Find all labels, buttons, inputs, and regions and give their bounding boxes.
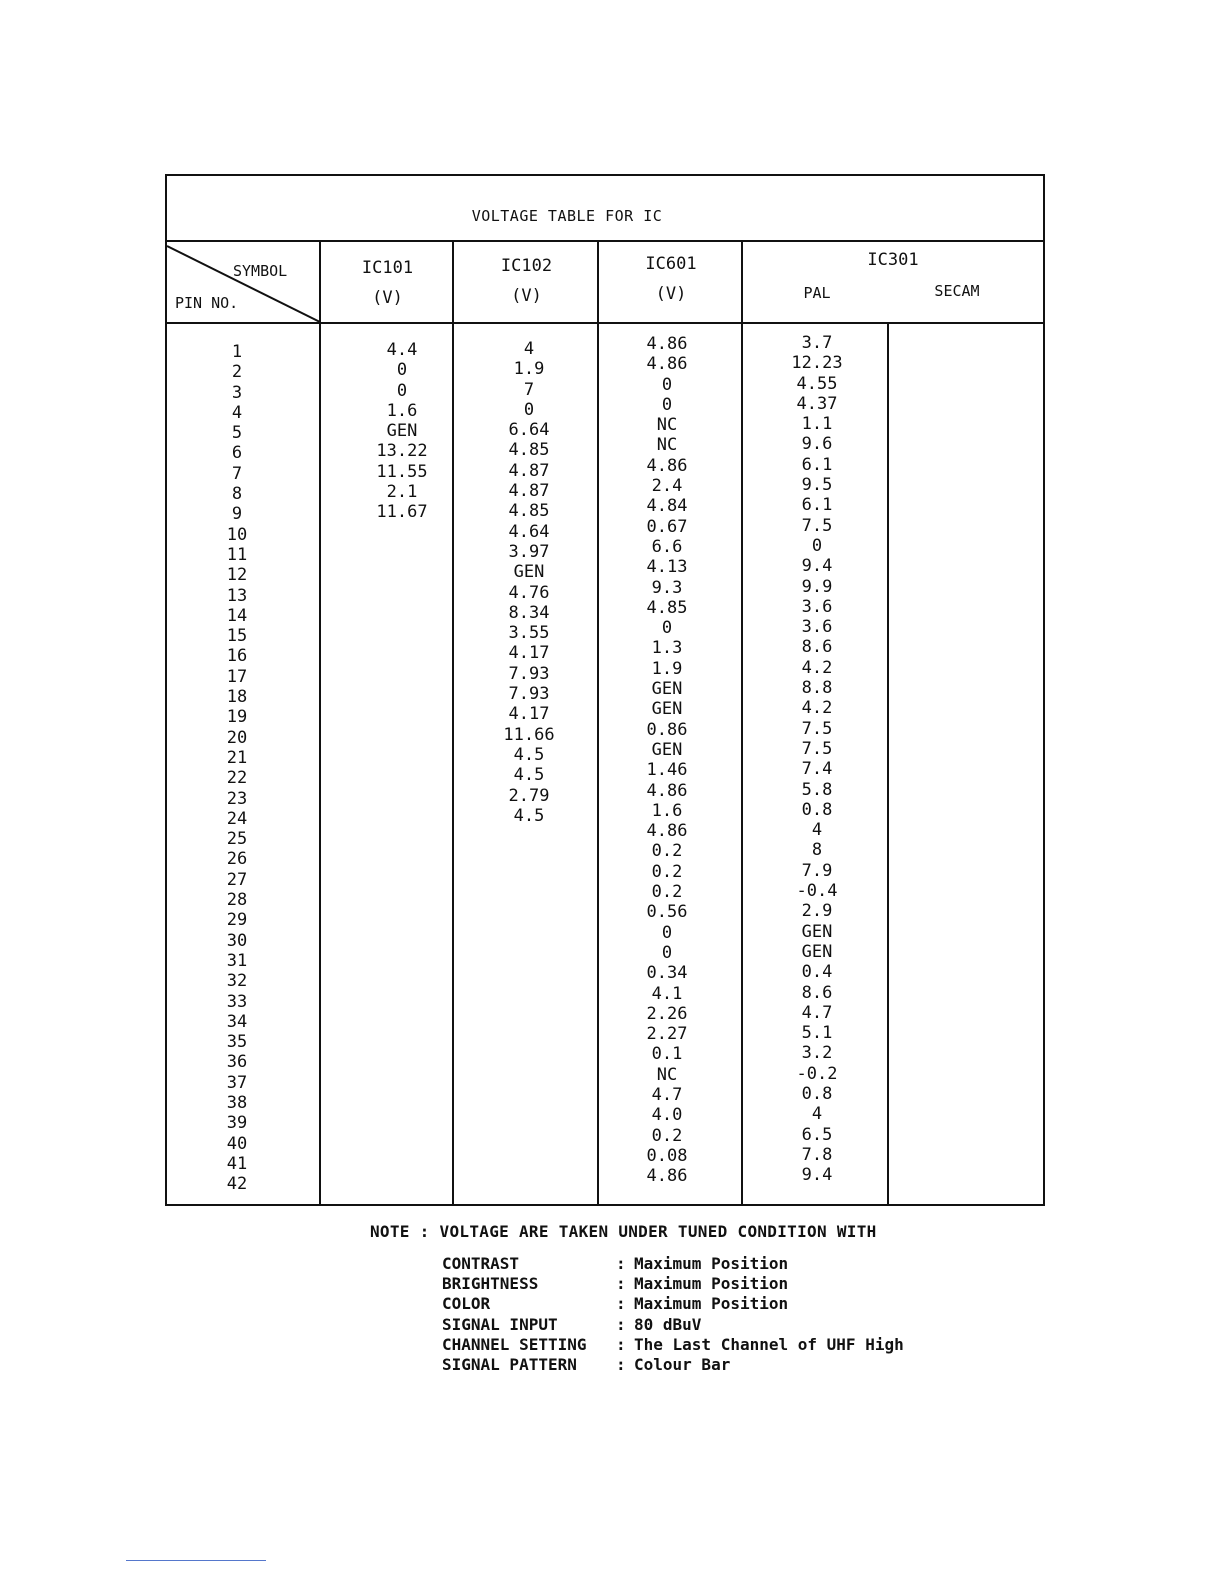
column-divider [319, 240, 321, 1204]
ic601-voltage-cell: 0 [661, 394, 673, 415]
ic101-voltage-cell: 4.4 [386, 340, 418, 360]
ic601-voltage-cell: 0 [661, 922, 673, 943]
ic102-voltage-cell: 11.66 [503, 724, 555, 745]
pin-number-cell: 25 [226, 829, 248, 850]
ic601-voltage-cell: 4.86 [646, 780, 688, 801]
pin-number-cell: 35 [226, 1032, 248, 1053]
table-header-row [167, 240, 1043, 324]
pin-number-cell: 11 [226, 544, 248, 565]
ic301-pal-voltage-cell: 3.2 [801, 1043, 833, 1064]
ic301-pal-voltage-cell: 4 [811, 820, 823, 841]
pin-no-label: PIN NO. [175, 294, 239, 312]
ic102-voltage-cell: 4.5 [513, 805, 545, 826]
pin-number-cell: 26 [226, 849, 248, 870]
ic601-voltage-cell: 6.6 [651, 536, 683, 557]
ic102-voltage-cell: 2.79 [508, 785, 550, 806]
note-condition-row [442, 1274, 904, 1294]
ic601-voltage-cell: 0.1 [651, 1044, 683, 1065]
ic601-voltage-cell: 1.9 [651, 658, 683, 679]
ic601-voltage-cell: 0.56 [646, 902, 688, 923]
condition-separator: : [616, 1314, 626, 1334]
condition-separator: : [616, 1354, 626, 1374]
pin-number-cell: 29 [226, 910, 248, 931]
ic102-voltage-cell: 4 [523, 339, 535, 359]
pin-number-cell: 10 [226, 524, 248, 545]
pin-number-cell: 41 [226, 1153, 248, 1174]
ic601-header [599, 254, 743, 304]
condition-name: BRIGHTNESS [442, 1274, 539, 1294]
ic601-voltage-cell: 9.3 [651, 577, 683, 598]
ic301-pal-voltage-cell: 7.5 [801, 515, 833, 536]
ic301-pal-voltage-cell: 4.55 [796, 373, 838, 394]
ic101-voltage-cell: 13.22 [376, 441, 428, 462]
pin-number-cell: 12 [226, 565, 248, 586]
ic102-voltage-cell: 3.55 [508, 623, 550, 644]
ic101-unit: (V) [372, 288, 403, 308]
ic301-pal-voltage-cell: 7.4 [801, 759, 833, 780]
pin-number-cell: 6 [231, 443, 243, 464]
ic102-voltage-cell: 4.64 [508, 521, 550, 542]
ic301-pal-voltage-cell: 6.1 [801, 495, 833, 516]
ic101-voltage-cell: 11.67 [376, 502, 428, 523]
ic301-pal-voltage-cell: 4.2 [801, 657, 833, 678]
pin-number-cell: 32 [226, 971, 248, 992]
ic601-voltage-cell: 0.2 [651, 882, 683, 903]
condition-value: Maximum Position [634, 1274, 789, 1294]
pin-number-cell: 5 [231, 423, 243, 444]
pin-number-cell: 8 [231, 484, 243, 505]
ic601-voltage-cell: 0 [661, 374, 673, 395]
table-title-row [167, 176, 1043, 242]
ic601-voltage-cell: 2.27 [646, 1024, 688, 1045]
ic601-column [627, 334, 707, 1186]
ic601-voltage-cell: GEN [651, 739, 683, 760]
ic101-voltage-cell: 0 [396, 380, 408, 401]
ic102-voltage-cell: 4.87 [508, 460, 550, 481]
ic102-voltage-cell: 7 [523, 379, 535, 400]
note-condition-row [442, 1254, 904, 1274]
pin-number-cell: 23 [226, 788, 248, 809]
page-bottom-rule [126, 1560, 266, 1561]
column-divider [887, 322, 889, 1204]
ic101-voltage-cell: GEN [386, 421, 418, 442]
column-divider [452, 240, 454, 1204]
ic301-pal-voltage-cell: 0.8 [801, 799, 833, 820]
ic102-voltage-cell: GEN [513, 562, 545, 583]
ic102-voltage-cell: 7.93 [508, 663, 550, 684]
condition-value: Colour Bar [634, 1354, 731, 1374]
ic102-voltage-cell: 8.34 [508, 602, 550, 623]
ic601-voltage-cell: 0.2 [651, 861, 683, 882]
pin-number-cell: 40 [226, 1133, 248, 1154]
ic301-pal-voltage-cell: 8 [811, 840, 823, 861]
ic601-voltage-cell: 1.6 [651, 800, 683, 821]
ic301-pal-voltage-cell: 8.8 [801, 678, 833, 699]
ic301-pal-voltage-cell: GEN [801, 921, 833, 942]
ic301-pal-voltage-cell: 0 [811, 535, 823, 556]
pin-number-cell: 38 [226, 1092, 248, 1113]
pin-number-cell: 4 [231, 402, 243, 423]
condition-value: The Last Channel of UHF High [634, 1334, 904, 1354]
condition-name: SIGNAL PATTERN [442, 1354, 577, 1374]
ic301-pal-voltage-cell: 8.6 [801, 982, 833, 1003]
ic102-voltage-cell: 7.93 [508, 684, 550, 705]
ic601-voltage-cell: 0.34 [646, 963, 688, 984]
ic101-voltage-cell: 11.55 [376, 461, 428, 482]
ic601-voltage-cell: 0.86 [646, 719, 688, 740]
pin-number-cell: 36 [226, 1052, 248, 1073]
ic102-voltage-cell: 0 [523, 399, 535, 420]
pin-number-cell: 2 [231, 362, 243, 383]
ic601-voltage-cell: 4.86 [646, 334, 688, 354]
ic101-column [362, 340, 442, 523]
ic101-voltage-cell: 2.1 [386, 482, 418, 503]
pin-number-cell: 19 [226, 707, 248, 728]
ic102-voltage-cell: 4.5 [513, 744, 545, 765]
pin-number-cell: 42 [226, 1174, 248, 1195]
ic102-voltage-cell: 4.85 [508, 440, 550, 461]
ic102-header [454, 256, 599, 306]
ic301-pal-voltage-cell: -0.4 [796, 881, 838, 902]
condition-separator: : [616, 1254, 626, 1273]
ic301-pal-voltage-cell: 3.6 [801, 617, 833, 638]
condition-value: 80 dBuV [634, 1314, 702, 1334]
ic301-name: IC301 [867, 250, 919, 270]
pin-number-cell: 15 [226, 626, 248, 647]
ic301-secam-header: SECAM [934, 282, 980, 300]
pin-number-cell: 13 [226, 585, 248, 606]
ic102-unit: (V) [511, 286, 542, 306]
voltage-table [165, 174, 1045, 1206]
ic601-voltage-cell: GEN [651, 679, 683, 700]
ic101-voltage-cell: 0 [396, 360, 408, 381]
pin-number-cell: 24 [226, 808, 248, 829]
ic301-pal-voltage-cell: 4.37 [796, 393, 838, 414]
condition-name: CONTRAST [442, 1254, 520, 1273]
ic102-voltage-cell: 4.5 [513, 765, 545, 786]
condition-value: Maximum Position [634, 1254, 789, 1273]
ic301-pal-voltage-cell: 3.6 [801, 596, 833, 617]
ic102-voltage-cell: 4.76 [508, 582, 550, 603]
ic102-voltage-cell: 6.64 [508, 420, 550, 441]
pin-number-cell: 18 [226, 687, 248, 708]
column-divider [597, 240, 599, 1204]
pin-number-cell: 28 [226, 890, 248, 911]
pin-number-cell: 22 [226, 768, 248, 789]
ic601-voltage-cell: 4.85 [646, 597, 688, 618]
ic601-voltage-cell: 0 [661, 618, 673, 639]
pin-number-cell: 17 [226, 666, 248, 687]
ic301-pal-voltage-cell: 0.4 [801, 962, 833, 983]
ic601-voltage-cell: 4.86 [646, 455, 688, 476]
note-condition-row [442, 1355, 904, 1375]
ic301-pal-voltage-cell: 4 [811, 1104, 823, 1125]
pin-number-cell: 20 [226, 727, 248, 748]
pin-number-cell: 16 [226, 646, 248, 667]
ic301-header [743, 250, 1043, 270]
pin-number-cell: 21 [226, 747, 248, 768]
ic301-pal-voltage-cell: 5.1 [801, 1023, 833, 1044]
ic601-unit: (V) [655, 284, 687, 304]
pin-number-cell: 3 [231, 382, 243, 403]
pin-number-cell: 1 [231, 342, 243, 362]
ic301-pal-voltage-cell: 9.6 [801, 434, 833, 455]
ic102-column [489, 339, 569, 826]
ic301-pal-voltage-cell: 0.8 [801, 1083, 833, 1104]
pin-number-cell: 27 [226, 869, 248, 890]
ic101-name: IC101 [361, 258, 414, 278]
ic101-voltage-cell: 1.6 [386, 400, 418, 421]
ic601-voltage-cell: 4.7 [651, 1084, 683, 1105]
ic601-voltage-cell: 4.84 [646, 496, 688, 517]
ic601-voltage-cell: 1.46 [646, 760, 688, 781]
pin-number-cell: 39 [226, 1113, 248, 1134]
ic301-pal-column [777, 333, 857, 1185]
ic301-pal-voltage-cell: GEN [801, 941, 833, 962]
ic102-voltage-cell: 1.9 [513, 359, 545, 380]
ic102-voltage-cell: 4.17 [508, 704, 550, 725]
ic301-pal-voltage-cell: 7.5 [801, 718, 833, 739]
ic601-voltage-cell: 0 [661, 942, 673, 963]
condition-name: CHANNEL SETTING [442, 1334, 587, 1354]
condition-name: SIGNAL INPUT [442, 1314, 558, 1334]
pin-number-cell: 30 [226, 930, 248, 951]
pin-number-cell: 7 [231, 463, 243, 484]
ic301-pal-voltage-cell: 7.8 [801, 1144, 833, 1165]
condition-separator: : [616, 1334, 626, 1354]
pin-number-cell: 9 [231, 504, 243, 525]
ic301-pal-header: PAL [803, 284, 831, 302]
ic301-pal-voltage-cell: 12.23 [791, 353, 843, 374]
note-condition-row [442, 1315, 904, 1335]
ic601-voltage-cell: 0.67 [646, 516, 688, 537]
ic301-pal-voltage-cell: 6.1 [801, 454, 833, 475]
ic601-voltage-cell: 1.3 [651, 638, 683, 659]
ic301-pal-voltage-cell: 2.9 [801, 901, 833, 922]
condition-separator: : [616, 1274, 626, 1294]
ic601-voltage-cell: 4.86 [646, 1166, 688, 1187]
ic301-pal-voltage-cell: 9.5 [801, 475, 833, 496]
ic102-voltage-cell: 3.97 [508, 541, 550, 562]
ic102-voltage-cell: 4.87 [508, 481, 550, 502]
ic601-voltage-cell: NC [656, 1064, 678, 1085]
ic301-pal-voltage-cell: 7.9 [801, 860, 833, 881]
ic102-voltage-cell: 4.85 [508, 501, 550, 522]
ic601-voltage-cell: 2.4 [651, 476, 683, 497]
note-heading: NOTE : VOLTAGE ARE TAKEN UNDER TUNED CONDITION WITH [370, 1222, 877, 1241]
ic101-header [321, 258, 454, 308]
ic301-pal-voltage-cell: 6.5 [801, 1124, 833, 1145]
pin-number-cell: 33 [226, 991, 248, 1012]
ic301-pal-voltage-cell: -0.2 [796, 1063, 838, 1084]
ic601-voltage-cell: NC [656, 415, 678, 436]
ic601-voltage-cell: 4.13 [646, 557, 688, 578]
ic301-pal-voltage-cell: 8.6 [801, 637, 833, 658]
note-conditions [442, 1254, 904, 1375]
ic102-name: IC102 [500, 256, 553, 276]
ic601-voltage-cell: 4.86 [646, 354, 688, 375]
note-condition-row [442, 1335, 904, 1355]
column-divider [741, 240, 743, 1204]
ic301-pal-voltage-cell: 7.5 [801, 738, 833, 759]
ic301-pal-voltage-cell: 5.8 [801, 779, 833, 800]
ic301-pal-voltage-cell: 4.7 [801, 1002, 833, 1023]
ic301-pal-voltage-cell: 9.4 [801, 556, 833, 577]
ic601-voltage-cell: GEN [651, 699, 683, 720]
ic301-pal-voltage-cell: 3.7 [801, 333, 833, 353]
ic601-voltage-cell: 0.2 [651, 1125, 683, 1146]
ic601-name: IC601 [645, 254, 697, 274]
ic601-voltage-cell: NC [656, 435, 678, 456]
pin-number-cell: 37 [226, 1072, 248, 1093]
table-title: VOLTAGE TABLE FOR IC [471, 207, 663, 225]
condition-separator: : [616, 1294, 626, 1314]
condition-name: COLOR [442, 1294, 491, 1314]
note-condition-row [442, 1294, 904, 1314]
ic102-voltage-cell: 4.17 [508, 643, 550, 664]
symbol-label: SYMBOL [233, 262, 288, 280]
ic601-voltage-cell: 4.86 [646, 821, 688, 842]
ic601-voltage-cell: 2.26 [646, 1003, 688, 1024]
ic301-pal-voltage-cell: 4.2 [801, 698, 833, 719]
ic301-pal-voltage-cell: 9.4 [801, 1165, 833, 1186]
pin-number-column [207, 342, 267, 1194]
ic601-voltage-cell: 4.1 [651, 983, 683, 1004]
pin-number-cell: 14 [226, 605, 248, 626]
ic301-pal-voltage-cell: 1.1 [801, 414, 833, 435]
ic301-pal-voltage-cell: 9.9 [801, 576, 833, 597]
ic601-voltage-cell: 0.2 [651, 841, 683, 862]
condition-value: Maximum Position [634, 1294, 789, 1314]
pin-number-cell: 31 [226, 950, 248, 971]
ic601-voltage-cell: 4.0 [651, 1105, 683, 1126]
pin-number-cell: 34 [226, 1011, 248, 1032]
ic601-voltage-cell: 0.08 [646, 1145, 688, 1166]
